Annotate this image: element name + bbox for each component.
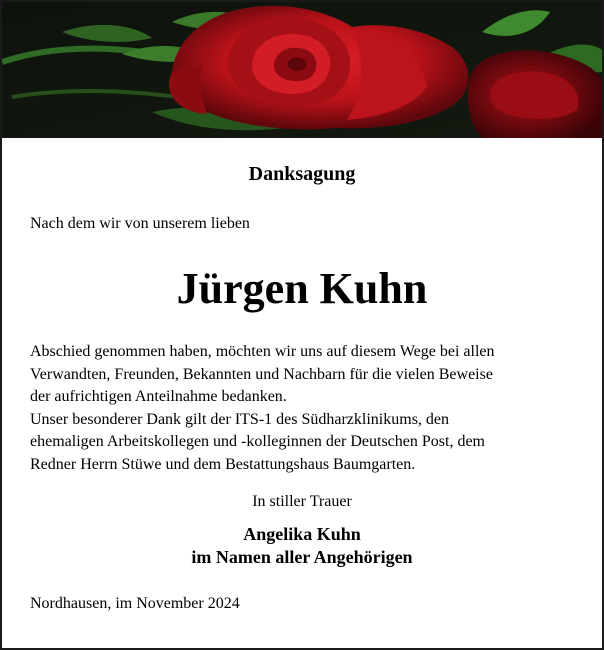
thanks-line: ehemaligen Arbeitskollegen und -kolleginnen der Deutschen Post, dem — [30, 433, 485, 450]
rose-banner — [2, 2, 602, 138]
intro-text: Nach dem wir von unserem lieben — [30, 215, 250, 232]
thanks-paragraph — [30, 341, 590, 476]
signer-name: Angelika Kuhn — [243, 524, 361, 544]
thanks-line: Redner Herrn Stüwe und dem Bestattungshaus Baumgarten. — [30, 455, 416, 473]
thanks-line: Unser besonderer Dank gilt der ITS-1 des Südharzklinikums, den — [30, 410, 450, 428]
notice-heading: Danksagung — [248, 163, 356, 185]
signer-relation: im Namen aller Angehörigen — [191, 547, 413, 567]
thanks-line: Abschied genommen haben, möchten wir uns auf diesem Wege bei allen — [30, 343, 495, 360]
thanks-line: der aufrichtigen Anteilnahme bedanken. — [30, 388, 287, 405]
place-date: Nordhausen, im November 2024 — [30, 595, 240, 612]
thanks-line: Verwandten, Freunden, Bekannten und Nachbarn für die vielen Beweise — [30, 365, 493, 383]
red-rose-photo-icon — [2, 2, 602, 138]
deceased-name: Jürgen Kuhn — [176, 264, 428, 313]
closing-phrase: In stiller Trauer — [252, 493, 352, 510]
